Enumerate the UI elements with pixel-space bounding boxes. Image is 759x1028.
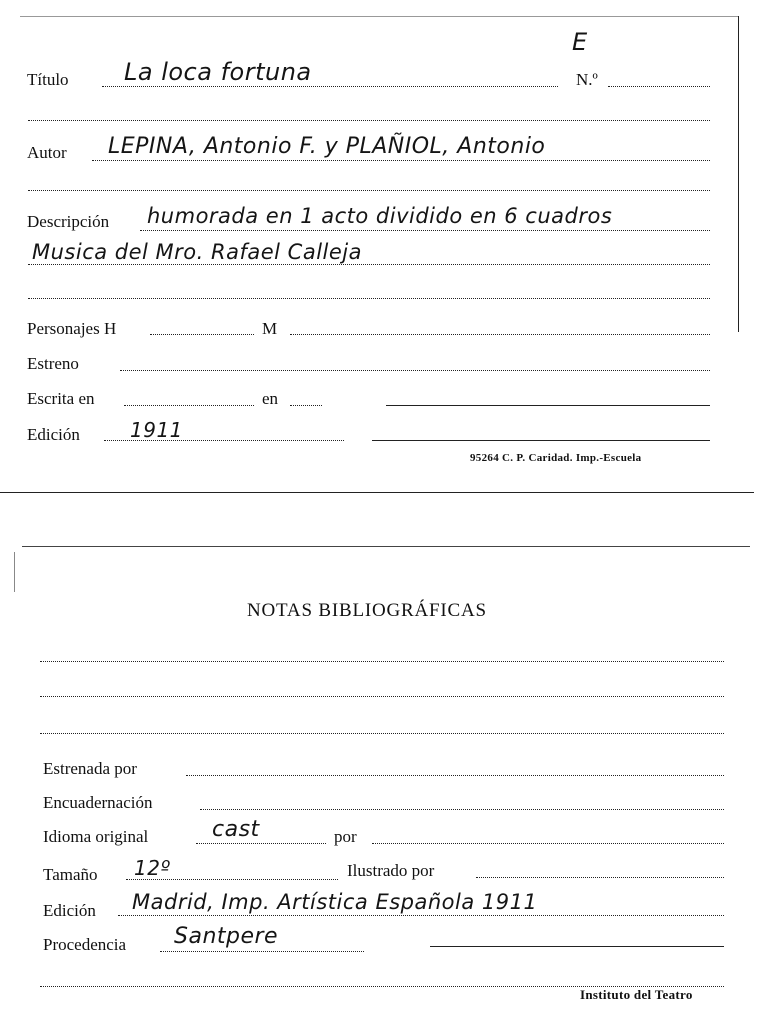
autor-label: Autor — [27, 143, 67, 162]
idioma-por-line — [372, 843, 724, 844]
titulo-extra-line — [28, 120, 710, 121]
card-mark: E — [572, 28, 588, 56]
notas-line-3 — [40, 733, 724, 734]
tamano-value: 12º — [134, 856, 171, 880]
ilustrado-label: Ilustrado por — [347, 861, 435, 880]
personajes-label: Personajes H — [27, 319, 117, 338]
procedencia-line — [160, 951, 364, 952]
autor-extra-line — [28, 190, 710, 191]
procedencia-line-right — [430, 946, 724, 947]
top-card-bottom-edge — [0, 492, 754, 493]
estreno-label: Estreno — [27, 354, 79, 373]
idioma-label: Idioma original — [43, 827, 149, 846]
notas-line-2 — [40, 696, 724, 697]
numero-line — [608, 86, 710, 87]
escrita-label: Escrita en — [27, 389, 95, 408]
estrenada-label: Estrenada por — [43, 759, 137, 778]
descripcion-label: Descripción — [27, 212, 110, 231]
personajes-m-line — [290, 334, 710, 335]
descripcion-line-2 — [28, 264, 710, 265]
escrita-en-line-right — [386, 405, 710, 406]
idioma-line — [196, 843, 326, 844]
top-card-right-edge — [738, 16, 739, 332]
escrita-en-line — [290, 405, 322, 406]
descripcion-line-3 — [28, 298, 710, 299]
bottom-card-left-edge — [14, 552, 15, 592]
edicion-label: Edición — [27, 425, 80, 444]
titulo-line — [102, 86, 558, 87]
personajes-h-line — [150, 334, 254, 335]
encuadernacion-label: Encuadernación — [43, 793, 153, 812]
descripcion-value-2: Musica del Mro. Rafael Calleja — [32, 240, 362, 264]
procedencia-label: Procedencia — [43, 935, 127, 954]
titulo-label: Título — [27, 70, 69, 89]
encuadernacion-line — [200, 809, 724, 810]
notas-heading: NOTAS BIBLIOGRÁFICAS — [247, 600, 487, 621]
printer-note: 95264 C. P. Caridad. Imp.-Escuela — [470, 452, 642, 464]
descripcion-value-1: humorada en 1 acto dividido en 6 cuadros — [147, 204, 613, 228]
escrita-en-label: en — [262, 389, 279, 408]
titulo-value: La loca fortuna — [124, 58, 312, 86]
ilustrado-line — [476, 877, 724, 878]
edicion-line-right — [372, 440, 710, 441]
bottom-card-top-edge — [22, 546, 750, 547]
notas-line-1 — [40, 661, 724, 662]
bottom-edicion-line — [118, 915, 724, 916]
top-card-top-edge — [20, 16, 738, 17]
tamano-label: Tamaño — [43, 865, 98, 884]
institute-footer: Instituto del Teatro — [580, 987, 693, 1002]
bottom-edicion-label: Edición — [43, 901, 96, 920]
edicion-value: 1911 — [130, 418, 183, 442]
estreno-line — [120, 370, 710, 371]
estrenada-line — [186, 775, 724, 776]
personajes-m-label: M — [262, 319, 278, 338]
numero-label: N.º — [576, 70, 598, 89]
bottom-edicion-value: Madrid, Imp. Artística Española 1911 — [132, 890, 538, 914]
idioma-value: cast — [212, 817, 260, 842]
descripcion-line-1 — [140, 230, 710, 231]
procedencia-value: Santpere — [174, 924, 279, 949]
idioma-por-label: por — [334, 827, 357, 846]
escrita-line — [124, 405, 254, 406]
autor-value: LEPINA, Antonio F. y PLAÑIOL, Antonio — [108, 134, 546, 159]
autor-line — [92, 160, 710, 161]
